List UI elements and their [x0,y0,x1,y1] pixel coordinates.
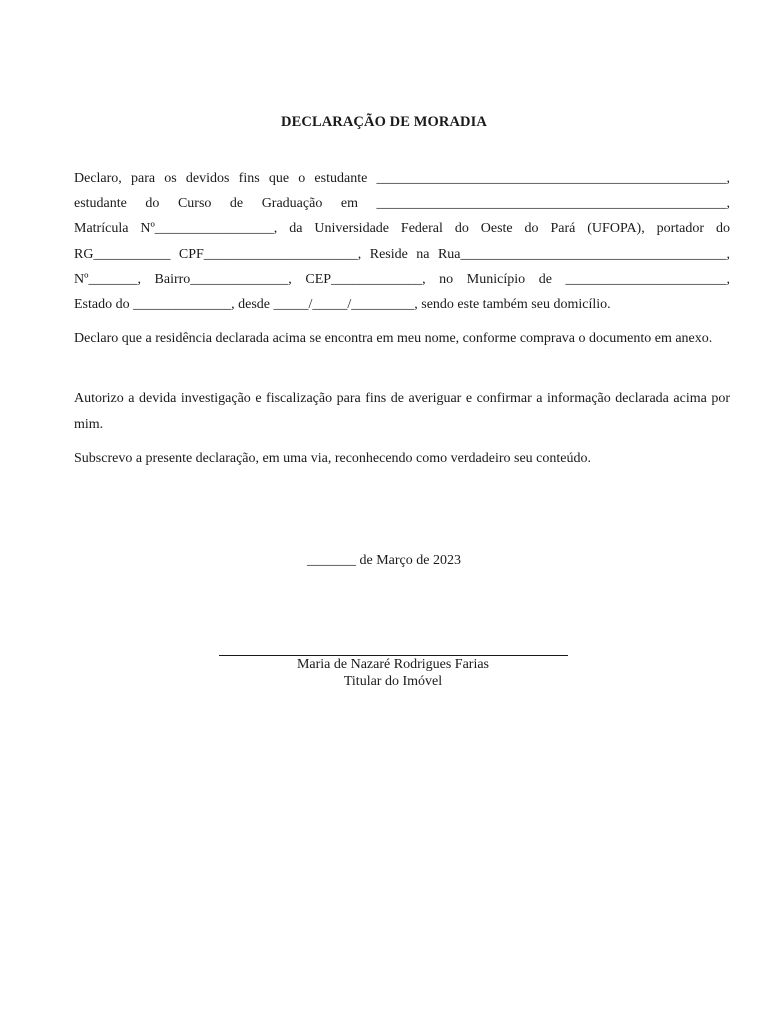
declaration-paragraph [74,166,730,317]
subscription-paragraph: Subscrevo a presente declaração, em uma via, reconhecendo como verdadeiro seu conteúdo. [74,451,591,466]
document-title: DECLARAÇÃO DE MORADIA [281,114,487,130]
declaration-line-2: estudante do Curso de Graduação em __________________________________________________, [74,196,730,212]
authorization-paragraph: Autorizo a devida investigação e fiscalização para fins de averiguar e confirmar a informação declarada acima por mim. [74,391,730,432]
declaration-line-5: Nº_______, Bairro______________, CEP_____________, no Município de _______________________, [74,271,730,287]
signatory-role: Titular do Imóvel [343,674,443,689]
residence-paragraph: Declaro que a residência declarada acima se encontra em meu nome, conforme comprava o documento em anexo. [74,331,713,346]
declaration-line-6: Estado do ______________, desde _____/_____/_________, sendo este também seu domicílio. [74,296,611,312]
signatory-name: Maria de Nazaré Rodrigues Farias [296,657,490,672]
declaration-line-3: Matrícula Nº_________________, da Universidade Federal do Oeste do Pará (UFOPA), portador do [74,221,730,237]
date-line: _______ de Março de 2023 [307,553,461,568]
declaration-line-1: Declaro, para os devidos fins que o estudante __________________________________________________, [74,171,730,186]
signature-line [219,655,568,656]
declaration-line-4: RG___________ CPF______________________, Reside na Rua______________________________________, [74,246,730,262]
